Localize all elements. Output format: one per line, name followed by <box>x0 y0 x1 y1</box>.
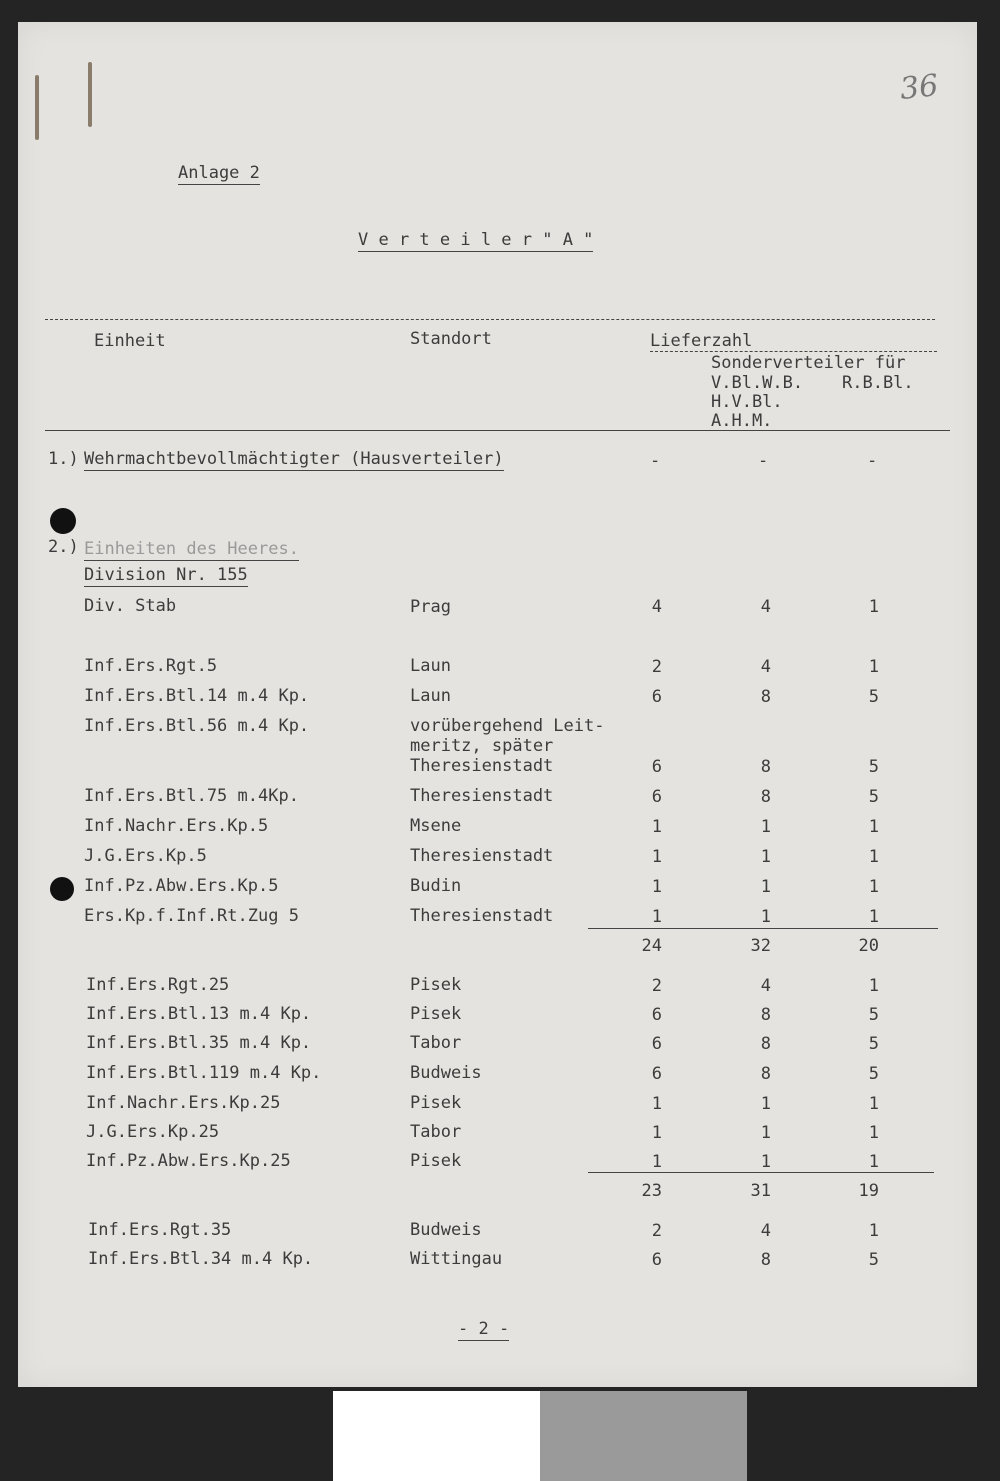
annex-label: Anlage 2 <box>178 163 260 183</box>
row-value-b: 4 <box>760 597 771 617</box>
row-value-c: 5 <box>868 787 879 807</box>
row-location: Theresienstadt <box>410 906 554 926</box>
row-unit: Inf.Pz.Abw.Ers.Kp.25 <box>86 1151 291 1171</box>
header-col1-line3: A.H.M. <box>711 411 773 431</box>
row-location: Pisek <box>410 1004 462 1024</box>
row-value-a: 6 <box>651 1005 662 1025</box>
section2-division: Division Nr. 155 <box>84 565 248 585</box>
row-value-c: 1 <box>868 877 879 897</box>
row-value-a: 1 <box>651 847 662 867</box>
row-value-c: 1 <box>868 657 879 677</box>
row-value-c: 1 <box>868 1094 879 1114</box>
header-lieferzahl: Lieferzahl <box>650 331 753 351</box>
row-location: Wittingau <box>410 1249 503 1269</box>
page-marker-handwritten: 36 <box>898 68 940 107</box>
subtotal-rule <box>588 928 938 929</box>
row-value-b: 4 <box>760 1221 771 1241</box>
row-value-a: 1 <box>651 1094 662 1114</box>
row-location: Pisek <box>410 975 462 995</box>
staple-mark <box>35 75 39 140</box>
page-number: - 2 - <box>458 1319 510 1339</box>
punch-hole <box>50 877 74 901</box>
section1-name: Wehrmachtbevollmächtigter (Hausverteiler) <box>84 449 504 469</box>
header-bottom-rule <box>45 430 950 431</box>
header-standort: Standort <box>410 329 492 349</box>
header-col1-line1: V.Bl.W.B. <box>711 373 804 393</box>
row-location: Budweis <box>410 1220 482 1240</box>
row-value-b: 1 <box>760 1094 771 1114</box>
header-top-rule <box>45 319 935 320</box>
row-unit: Inf.Ers.Rgt.35 <box>88 1220 232 1240</box>
row-value-b: 1 <box>760 847 771 867</box>
row-location: Pisek <box>410 1151 462 1171</box>
row-value-c: 1 <box>868 597 879 617</box>
row-unit: Inf.Ers.Rgt.25 <box>86 975 230 995</box>
row-location: Theresienstadt <box>410 786 554 806</box>
subtotal-c: 19 <box>858 1181 879 1201</box>
header-einheit: Einheit <box>94 331 166 351</box>
subtotal-b: 32 <box>750 936 771 956</box>
row-location: Theresienstadt <box>410 756 554 776</box>
scan-calibration-white <box>333 1391 540 1481</box>
row-unit: Inf.Nachr.Ers.Kp.25 <box>86 1093 281 1113</box>
row-unit: Inf.Ers.Btl.14 m.4 Kp. <box>84 686 310 706</box>
row-value-b: 8 <box>760 1250 771 1270</box>
row-value-b: 4 <box>760 976 771 996</box>
row-value-b: 8 <box>760 687 771 707</box>
row-value-a: 4 <box>651 597 662 617</box>
row-value-c: 5 <box>868 757 879 777</box>
row-unit: Inf.Ers.Rgt.5 <box>84 656 218 676</box>
row-value-b: 1 <box>760 1123 771 1143</box>
row-value-a: 6 <box>651 757 662 777</box>
row-value-b: 8 <box>760 1005 771 1025</box>
row-unit: Inf.Nachr.Ers.Kp.5 <box>84 816 269 836</box>
row-value-c: 5 <box>868 1005 879 1025</box>
row-value-b: 8 <box>760 1064 771 1084</box>
row-value-c: 1 <box>868 1123 879 1143</box>
section1-value-b: - <box>758 451 769 471</box>
row-value-a: 2 <box>651 1221 662 1241</box>
row-location: Tabor <box>410 1122 462 1142</box>
header-sonderverteiler: Sonderverteiler für <box>711 353 906 373</box>
row-value-c: 1 <box>868 1152 879 1172</box>
header-col1-line2: H.V.Bl. <box>711 392 783 412</box>
row-unit: Inf.Ers.Btl.35 m.4 Kp. <box>86 1033 312 1053</box>
row-location: Budweis <box>410 1063 482 1083</box>
section1-label: 1.) <box>48 449 79 469</box>
row-unit: Div. Stab <box>84 596 177 616</box>
row-value-a: 2 <box>651 976 662 996</box>
row-value-a: 6 <box>651 1250 662 1270</box>
row-value-a: 1 <box>651 1152 662 1172</box>
row-value-a: 1 <box>651 817 662 837</box>
row-value-a: 1 <box>651 907 662 927</box>
row-unit: J.G.Ers.Kp.5 <box>84 846 207 866</box>
staple-mark <box>88 62 92 127</box>
row-location: Tabor <box>410 1033 462 1053</box>
header-col2: R.B.Bl. <box>842 373 914 393</box>
row-location: Prag <box>410 597 451 617</box>
section1-value-c: - <box>867 451 878 471</box>
row-value-c: 1 <box>868 817 879 837</box>
row-value-b: 8 <box>760 1034 771 1054</box>
row-value-b: 8 <box>760 787 771 807</box>
row-unit: Inf.Ers.Btl.13 m.4 Kp. <box>86 1004 312 1024</box>
row-location: Laun <box>410 656 451 676</box>
row-unit: Inf.Ers.Btl.75 m.4Kp. <box>84 786 299 806</box>
document-title: V e r t e i l e r " A " <box>358 230 594 250</box>
row-value-b: 1 <box>760 907 771 927</box>
row-value-c: 1 <box>868 1221 879 1241</box>
subtotal-rule <box>588 1172 934 1173</box>
lieferzahl-rule <box>650 351 937 352</box>
row-value-c: 1 <box>868 847 879 867</box>
row-value-a: 6 <box>651 787 662 807</box>
row-value-c: 5 <box>868 1034 879 1054</box>
row-value-b: 1 <box>760 877 771 897</box>
row-unit: Inf.Ers.Btl.34 m.4 Kp. <box>88 1249 314 1269</box>
row-location: Budin <box>410 876 462 896</box>
row-value-c: 5 <box>868 687 879 707</box>
row-value-b: 1 <box>760 817 771 837</box>
row-value-b: 4 <box>760 657 771 677</box>
row-value-b: 1 <box>760 1152 771 1172</box>
subtotal-a: 24 <box>641 936 662 956</box>
row-value-a: 1 <box>651 877 662 897</box>
row-value-c: 5 <box>868 1064 879 1084</box>
subtotal-b: 31 <box>750 1181 771 1201</box>
section2-title: Einheiten des Heeres. <box>84 539 299 559</box>
subtotal-c: 20 <box>858 936 879 956</box>
subtotal-a: 23 <box>641 1181 662 1201</box>
row-unit: Inf.Ers.Btl.119 m.4 Kp. <box>86 1063 322 1083</box>
row-value-a: 6 <box>651 687 662 707</box>
row-location: Pisek <box>410 1093 462 1113</box>
row-location-line1: vorübergehend Leit- <box>410 716 605 736</box>
row-unit: J.G.Ers.Kp.25 <box>86 1122 220 1142</box>
row-value-a: 6 <box>651 1064 662 1084</box>
row-location: Msene <box>410 816 462 836</box>
row-value-b: 8 <box>760 757 771 777</box>
section2-label: 2.) <box>48 537 79 557</box>
row-location-line2: meritz, später <box>410 736 554 756</box>
row-unit: Inf.Pz.Abw.Ers.Kp.5 <box>84 876 279 896</box>
row-value-a: 2 <box>651 657 662 677</box>
row-value-a: 1 <box>651 1123 662 1143</box>
row-value-c: 1 <box>868 976 879 996</box>
row-unit: Ers.Kp.f.Inf.Rt.Zug 5 <box>84 906 299 926</box>
row-location: Laun <box>410 686 451 706</box>
punch-hole <box>50 508 76 534</box>
row-unit: Inf.Ers.Btl.56 m.4 Kp. <box>84 716 310 736</box>
row-location: Theresienstadt <box>410 846 554 866</box>
row-value-c: 1 <box>868 907 879 927</box>
row-value-a: 6 <box>651 1034 662 1054</box>
row-value-c: 5 <box>868 1250 879 1270</box>
section1-value-a: - <box>650 451 661 471</box>
scan-calibration-gray <box>540 1391 747 1481</box>
